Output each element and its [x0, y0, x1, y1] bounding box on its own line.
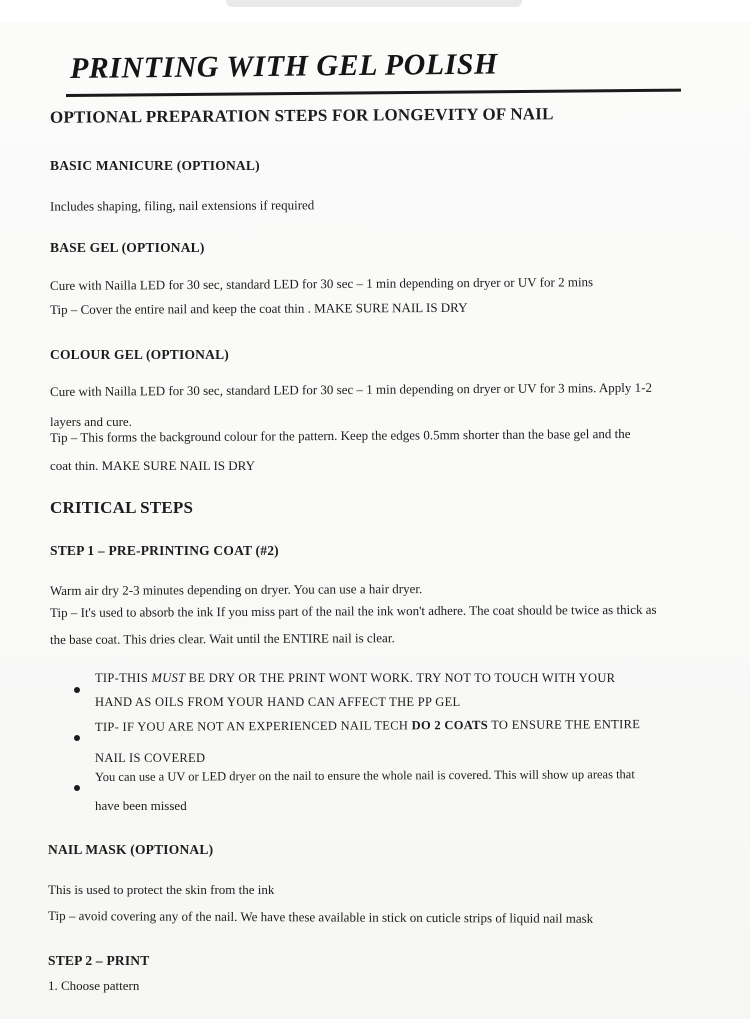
step2-heading: STEP 2 – PRINT — [48, 953, 150, 968]
bullet-2-line-2: NAIL IS COVERED — [95, 751, 206, 765]
colour-gel-text-3: Tip – This forms the background colour for the pattern. Keep the edges 0.5mm shorter than the base gel and the — [49, 425, 631, 445]
colour-gel-text-1: Cure with Nailla LED for 30 sec, standard LED for 30 sec – 1 min depending on dryer or UV for 3 mins. Apply 1-2 — [49, 379, 653, 399]
base-gel-text-2: Tip – Cover the entire nail and keep the coat thin . MAKE SURE NAIL IS DRY — [49, 299, 468, 317]
nail-mask-text-1: This is used to protect the skin from the ink — [48, 882, 275, 897]
optional-section-heading: OPTIONAL PREPARATION STEPS FOR LONGEVITY OF NAIL — [49, 104, 554, 127]
nail-mask-text-2: Tip – avoid covering any of the nail. We have these available in stick on cuticle strips of liquid nail mask — [47, 908, 594, 926]
nail-mask-heading: NAIL MASK (OPTIONAL) — [48, 842, 214, 857]
bullet-2-line-1: TIP- IF YOU ARE NOT AN EXPERIENCED NAIL TECH DO 2 COATS TO ENSURE THE ENTIRE — [94, 717, 641, 734]
page-title: PRINTING WITH GEL POLISH — [69, 47, 499, 85]
browser-top-bar — [0, 0, 750, 23]
step2-text-1: 1. Choose pattern — [48, 978, 140, 993]
bullet-3-dot — [74, 785, 80, 791]
step1-text-3: the base coat. This dries clear. Wait until the ENTIRE nail is clear. — [49, 630, 395, 647]
title-underline — [66, 89, 681, 97]
bullet-1-line-2: HAND AS OILS FROM YOUR HAND CAN AFFECT THE PP GEL — [95, 695, 461, 709]
base-gel-heading: BASE GEL (OPTIONAL) — [50, 240, 205, 255]
bullet-3-line-1: You can use a UV or LED dryer on the nail to ensure the whole nail is covered. This will show up areas that — [94, 767, 635, 784]
bullet-2-dot — [74, 735, 80, 741]
bullet-3-line-2: have been missed — [95, 798, 187, 813]
step1-text-2: Tip – It's used to absorb the ink If you miss part of the nail the ink won't adhere. The coat should be twice as thick as — [49, 601, 657, 620]
step1-heading: STEP 1 – PRE-PRINTING COAT (#2) — [50, 543, 279, 558]
step1-text-1: Warm air dry 2-3 minutes depending on dryer. You can use a hair dryer. — [49, 581, 423, 598]
colour-gel-heading: COLOUR GEL (OPTIONAL) — [50, 347, 229, 362]
colour-gel-text-4: coat thin. MAKE SURE NAIL IS DRY — [50, 458, 255, 473]
critical-steps-heading: CRITICAL STEPS — [50, 498, 194, 517]
base-gel-text-1: Cure with Nailla LED for 30 sec, standard LED for 30 sec – 1 min depending on dryer or UV for 2 mins — [49, 274, 594, 293]
document-page — [0, 22, 750, 1019]
bullet-1-line-1: TIP-THIS MUST BE DRY OR THE PRINT WONT WORK. TRY NOT TO TOUCH WITH YOUR — [95, 671, 616, 685]
basic-manicure-text: Includes shaping, filing, nail extensions if required — [49, 197, 315, 214]
bullet-1-dot — [74, 687, 80, 693]
top-tab-handle — [226, 0, 522, 7]
basic-manicure-heading: BASIC MANICURE (OPTIONAL) — [50, 158, 260, 173]
colour-gel-text-2: layers and cure. — [50, 414, 132, 429]
